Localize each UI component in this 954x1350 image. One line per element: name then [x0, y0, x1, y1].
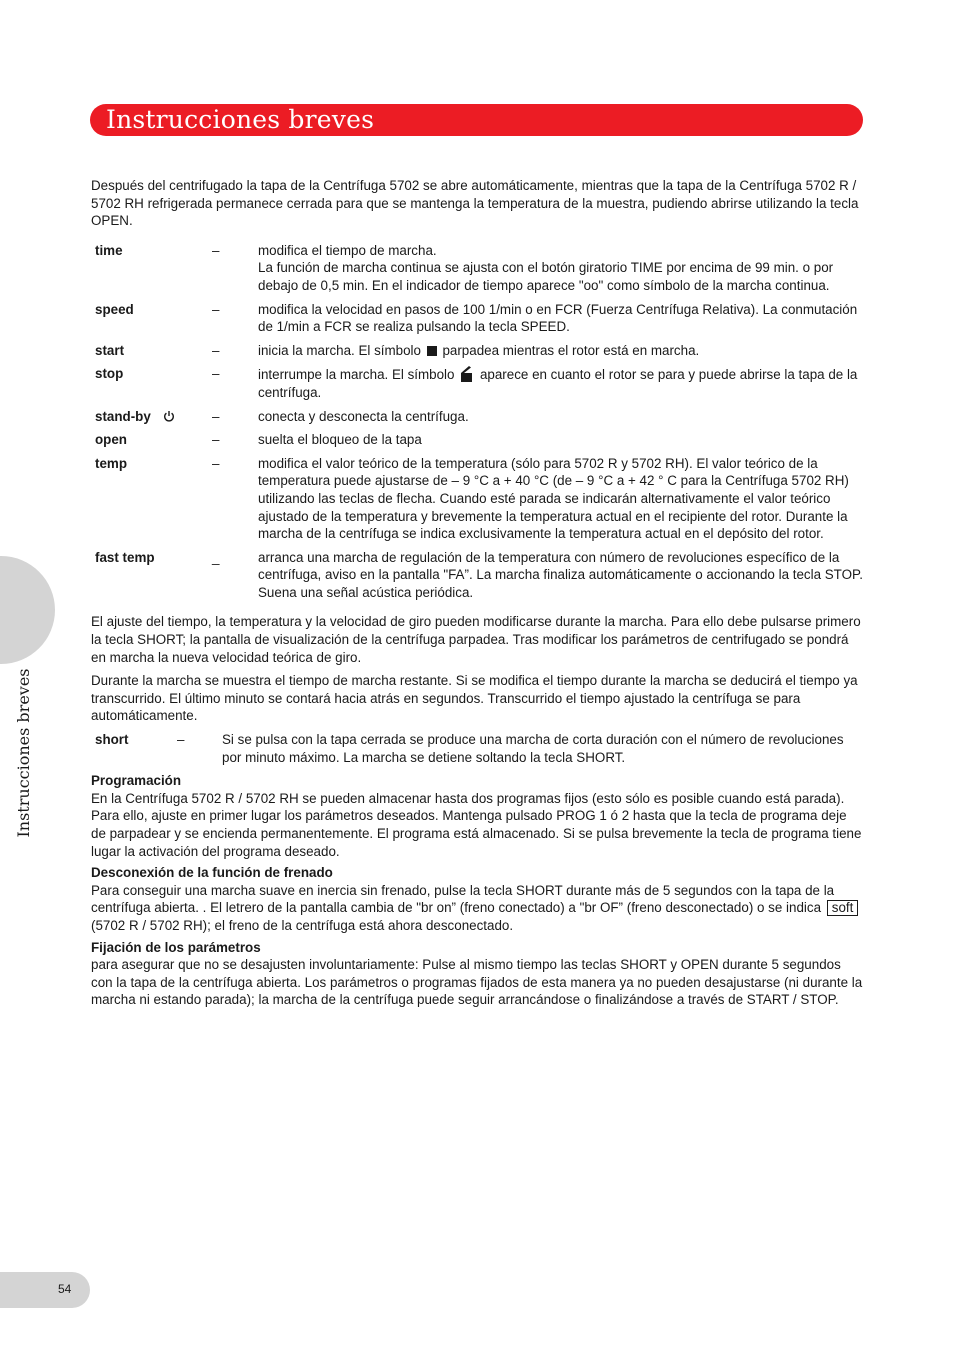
term-dash: _	[212, 549, 220, 565]
term-row-short	[91, 731, 863, 766]
term-row-standby	[91, 408, 863, 426]
term-row-open	[91, 431, 863, 449]
section-body-programming: En la Centrífuga 5702 R / 5702 RH se pueden almacenar hasta dos programas fijos (esto sólo es posible cuando está parada). Para ello, ajuste en primer lugar los parámetros deseados. Mantenga pulsado PROG 1 ó 2 hasta que la tecla de programa deje de parpadear y se encienda permanentemente. El programa está almacenado. Si se pulsa brevemente la tecla de programa tiene lugar la activación del programa deseado.	[91, 790, 862, 859]
term-dash: –	[177, 732, 185, 748]
term-label: open	[95, 432, 127, 448]
section-heading-programming: Programación	[91, 773, 182, 789]
term-label: start	[95, 342, 125, 358]
term-description-line: modifica el tiempo de marcha.	[258, 242, 437, 258]
side-tab-label-box	[14, 668, 34, 838]
term-label: fast temp	[95, 549, 155, 565]
term-row-time	[91, 242, 863, 295]
term-description: modifica la velocidad en pasos de 100 1/min o en FCR (Fuerza Centrífuga Relativa). La conmutación de 1/min a FCR se realiza pulsando la tecla SPEED.	[258, 301, 858, 335]
open-lid-icon	[460, 365, 474, 382]
page-number-tab	[0, 1272, 90, 1308]
term-description: suelta el bloqueo de la tapa	[258, 432, 422, 448]
section-heading-fixing: Fijación de los parámetros	[91, 939, 261, 955]
term-row-fast-temp	[91, 549, 863, 602]
term-row-start	[91, 342, 863, 360]
side-tab-label: Instrucciones breves	[14, 668, 34, 838]
side-tab	[0, 556, 55, 664]
page-title: Instrucciones breves	[106, 105, 375, 134]
term-label: temp	[95, 455, 127, 471]
term-dash: –	[212, 342, 220, 358]
section-body-part: Para conseguir una marcha suave en inercia sin frenado, pulse la tecla SHORT durante más de 5 segundos con la tapa de la centrífuga abierta. . El letrero de la pantalla cambia de "br on” (freno conectado) a "br OF” (freno desconectado) o se indica	[91, 882, 835, 916]
term-label: stand-by	[95, 408, 151, 424]
section-body-brake	[91, 882, 863, 935]
term-label: stop	[95, 366, 124, 382]
term-dash: –	[212, 242, 220, 258]
term-label: time	[95, 242, 123, 258]
term-description-part: aparece en cuanto el rotor se para y puede abrirse la tapa de la centrífuga.	[258, 367, 858, 400]
term-row-temp	[91, 455, 863, 543]
main-content	[91, 177, 863, 1013]
term-dash: –	[212, 301, 220, 317]
term-description-part: inicia la marcha. El símbolo	[258, 342, 421, 358]
intro-paragraph: Después del centrifugado la tapa de la Centrífuga 5702 se abre automáticamente, mientras que la tapa de la Centrífuga 5702 R / 5702 RH refrigerada permanece cerrada para que se mantenga la temperatura de la muestra, pudiendo abrirse utilizando la tecla OPEN.	[91, 178, 859, 229]
term-description	[258, 242, 863, 295]
term-label-with-icon	[91, 408, 212, 426]
section-body-fixing: para asegurar que no se desajusten involuntariamente: Pulse al mismo tiempo las teclas SHORT y OPEN durante 5 segundos con la tapa de la centrífuga abierta. Los parámetros o programas fijados de esta manera ya no pueden desajustarse (ni durante la marcha ni estando parada); la marcha de la centrífuga puede seguir arrancándose o finalizándose a través de START / STOP.	[91, 957, 863, 1008]
term-dash: –	[212, 455, 220, 471]
term-dash: –	[212, 408, 220, 424]
term-row-speed	[91, 301, 863, 336]
term-row-stop	[91, 365, 863, 401]
body-paragraph: El ajuste del tiempo, la temperatura y la velocidad de giro pueden modificarse durante la marcha. Para ello debe pulsarse primero la tecla SHORT; la pantalla de visualización de la centrífuga parpadea. Tras modificar los parámetros de centrifugado se pondrá en marcha la nueva velocidad teórica de giro.	[91, 614, 861, 665]
term-description	[258, 365, 863, 401]
term-description: Si se pulsa con la tapa cerrada se produce una marcha de corta duración con el número de revoluciones por minuto máximo. La marcha se detiene soltando la tecla SHORT.	[222, 732, 844, 765]
term-label: speed	[95, 301, 134, 317]
term-description: arranca una marcha de regulación de la temperatura con número de revoluciones específico de la centrífuga, aviso en la pantalla "FA”. La marcha finaliza automáticamente o accionando la tecla STOP. Suena una señal acústica periódica.	[258, 549, 863, 600]
square-stop-icon	[427, 346, 437, 356]
power-icon	[163, 410, 175, 422]
term-description	[258, 342, 863, 360]
term-description-part: parpadea mientras el rotor está en marcha.	[442, 342, 700, 358]
term-description: modifica el valor teórico de la temperatura (sólo para 5702 R y 5702 RH). El valor teórico de la temperatura puede ajustarse de – 9 °C a + 40 °C (de – 9 °C a + 42 ° C para la Centrífuga 5702 RH) utilizando las teclas de flecha. Cuando esté parada se indicarán alternativamente el valor teórico ajustado de la temperatura y brevemente la temperatura actual en el recipiente del rotor. Durante la marcha de la centrífuga se indica exclusivamente la temperatura actual en el depósito del rotor.	[258, 455, 849, 542]
section-heading-brake: Desconexión de la función de frenado	[91, 865, 333, 881]
display-soft-indicator: soft	[827, 900, 859, 916]
term-description-part: interrumpe la marcha. El símbolo	[258, 367, 455, 383]
term-label: short	[95, 732, 129, 748]
section-header-bar	[90, 104, 863, 136]
body-paragraph: Durante la marcha se muestra el tiempo de marcha restante. Si se modifica el tiempo durante la marcha se deducirá el tiempo ya transcurrido. El último minuto se contará hacia atrás en segundos. Transcurrido el tiempo ajustado la centrífuga se para automáticamente.	[91, 673, 858, 724]
section-body-part: (5702 R / 5702 RH); el freno de la centrífuga está ahora desconectado.	[91, 917, 514, 933]
term-dash: –	[212, 432, 220, 448]
term-dash: –	[212, 366, 220, 382]
term-description-line: La función de marcha continua se ajusta con el botón giratorio TIME por encima de 99 min. o por debajo de 0,5 min. En el indicador de tiempo aparece "oo" como símbolo de la marcha continua.	[258, 260, 834, 293]
term-description: conecta y desconecta la centrífuga.	[258, 408, 469, 424]
page-number: 54	[58, 1282, 72, 1296]
